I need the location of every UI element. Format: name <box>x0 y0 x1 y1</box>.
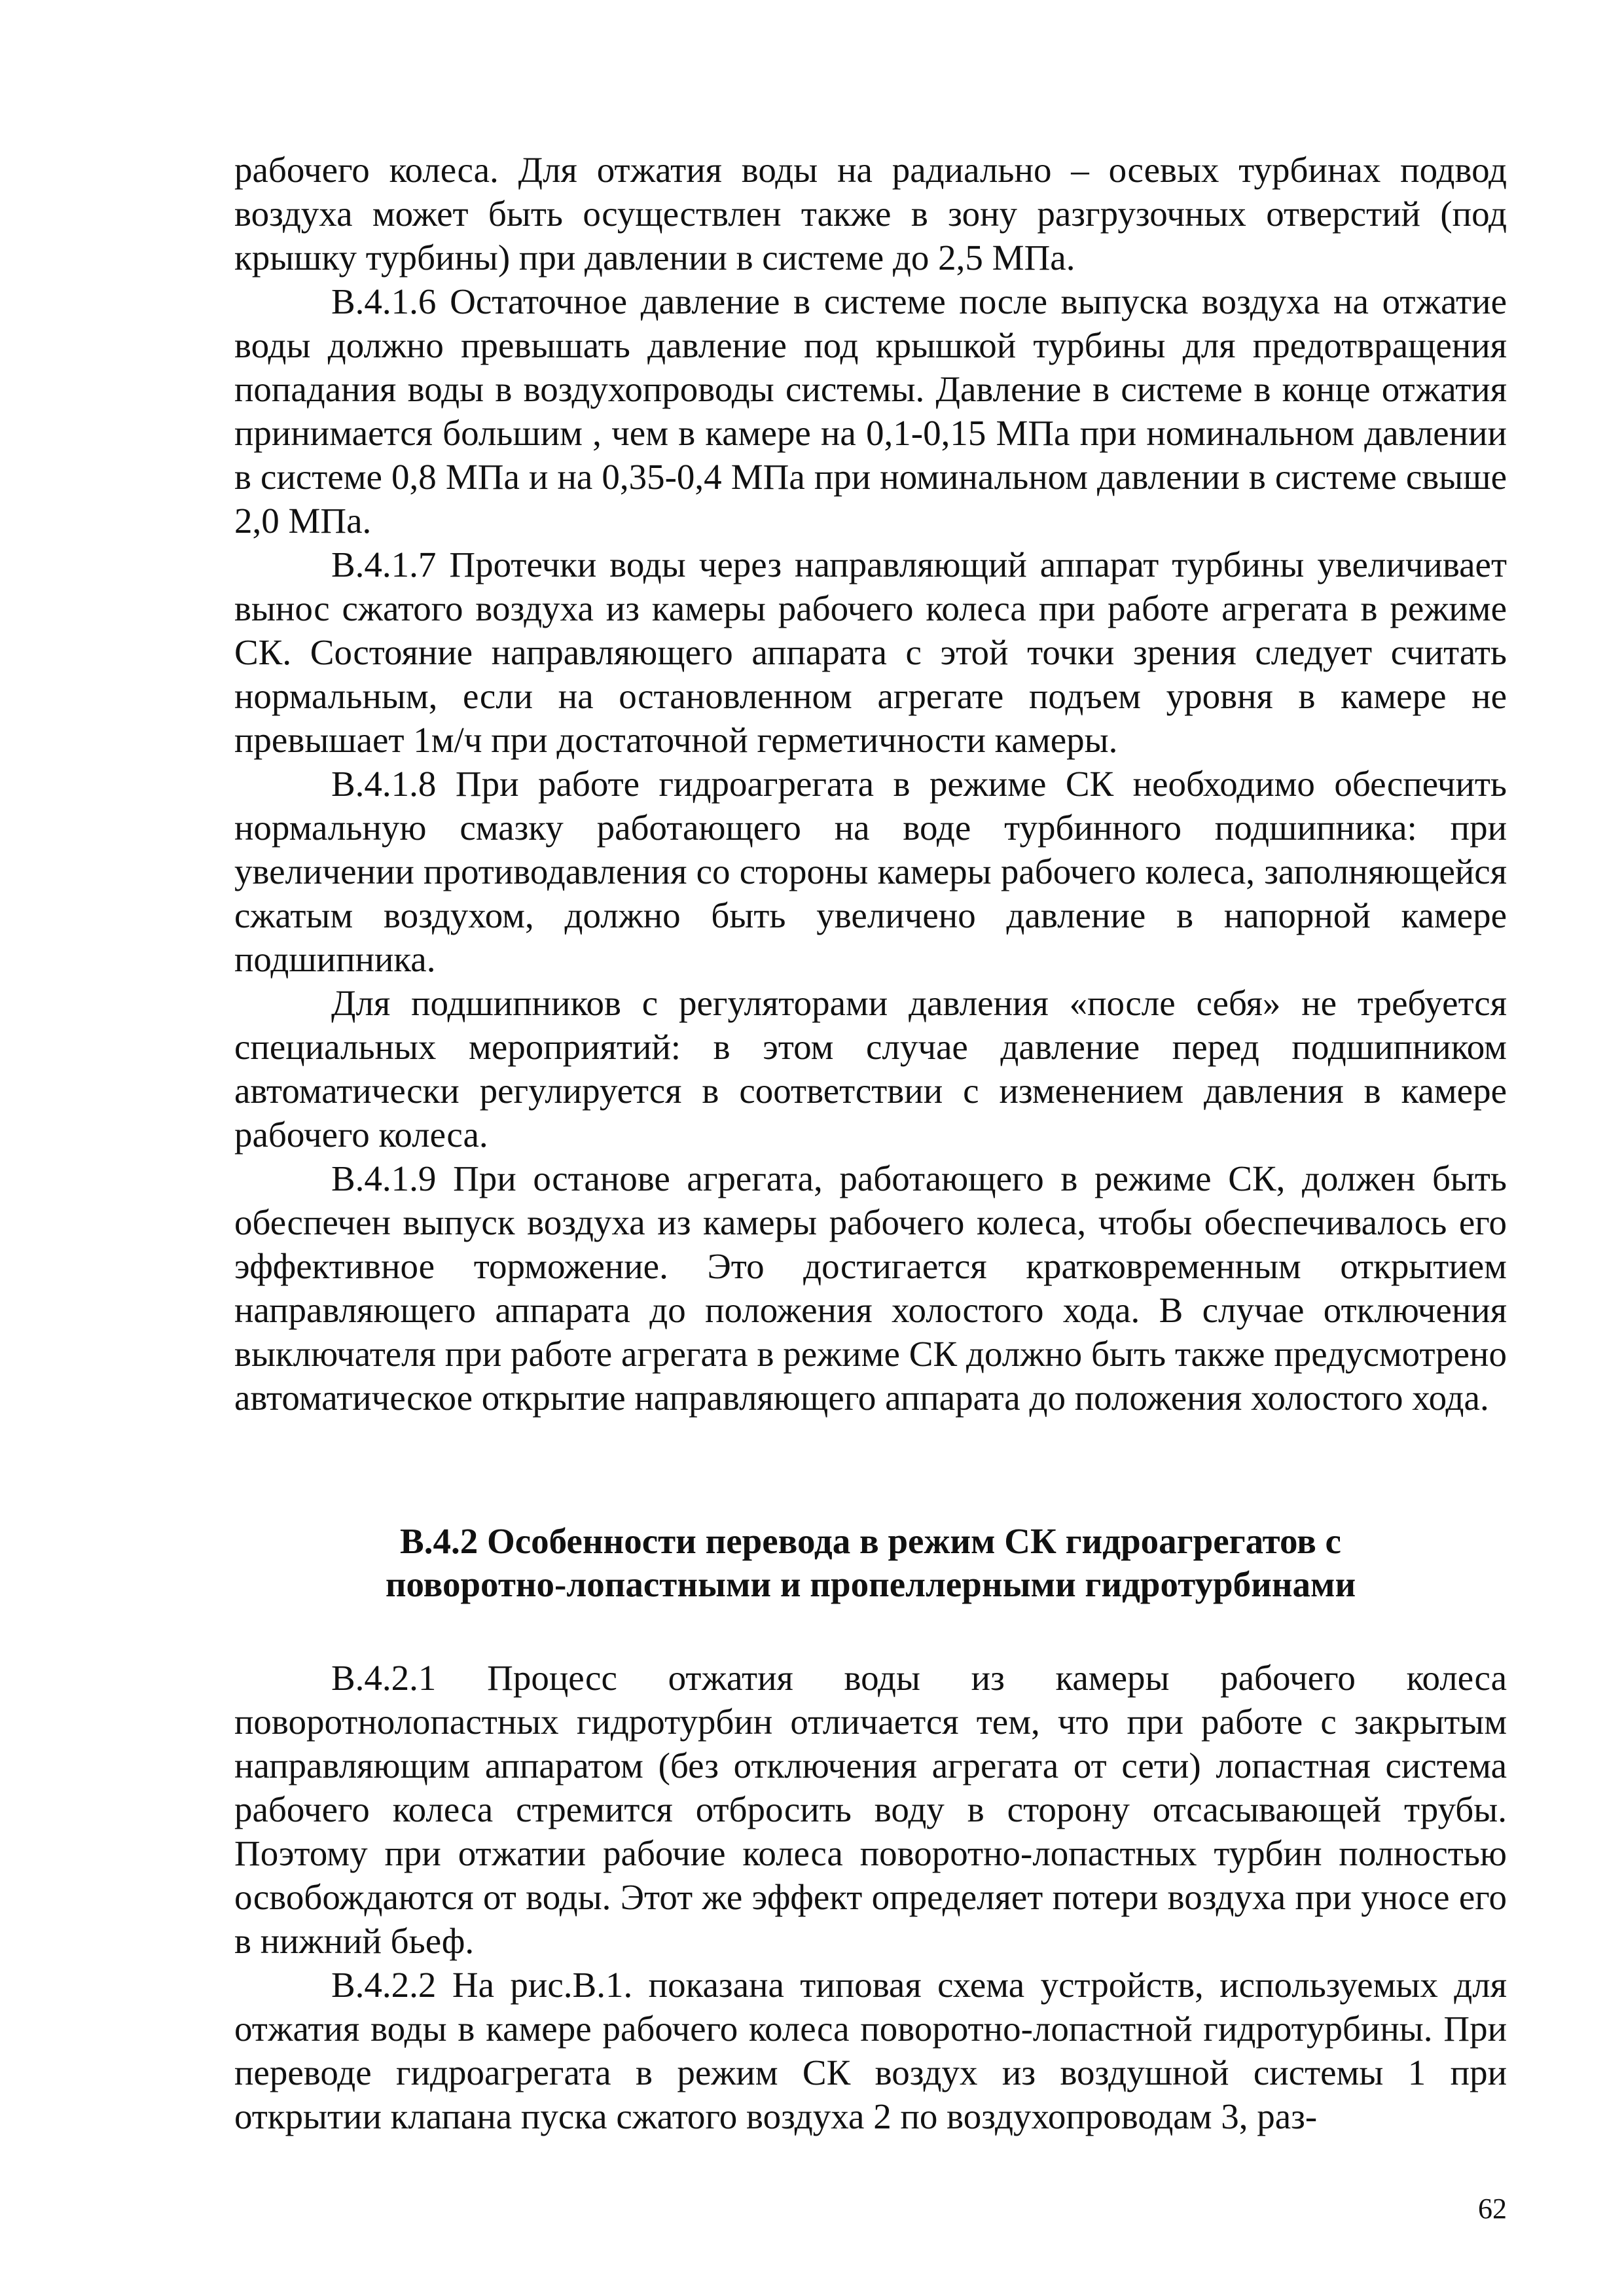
section-heading <box>234 1520 1507 1606</box>
paragraph-b-4-1-6: В.4.1.6 Остаточное давление в системе после выпуска воздуха на отжатие воды должно превышать давление под крышкой турбины для предотвращения попадания воды в воздухопроводы системы. Давление в системе в конце отжатия принимается большим , чем в камере на 0,1-0,15 МПа при номинальном давлении в системе 0,8 МПа и на 0,35-0,4 МПа при номинальном давлении в системе свыше 2,0 МПа. <box>234 281 1507 541</box>
page-number: 62 <box>1478 2193 1507 2225</box>
section-heading-line-1: В.4.2 Особенности перевода в режим СК гидроагрегатов с <box>400 1521 1341 1561</box>
paragraph-b-4-1-9: В.4.1.9 При останове агрегата, работающего в режиме СК, должен быть обеспечен выпуск воздуха из камеры рабочего колеса, чтобы обеспечивалось его эффективное торможение. Это достигается кратковременным открытием направляющего аппарата до положения холостого хода. В случае отключения выключателя при работе агрегата в режиме СК должно быть также предусмотрено автоматическое открытие направляющего аппарата до положения холостого хода. <box>234 1158 1507 1418</box>
paragraph-b-4-1-7: В.4.1.7 Протечки воды через направляющий аппарат турбины увеличивает вынос сжатого воздуха из камеры рабочего колеса при работе агрегата в режиме СК. Состояние направляющего аппарата с этой точки зрения следует считать нормальным, если на остановленном агрегате подъем уровня в камере не превышает 1м/ч при достаточной герметичности камеры. <box>234 545 1507 760</box>
body-text-top <box>234 148 1507 1420</box>
body-text-bottom <box>234 1656 1507 2138</box>
paragraph-bearings: Для подшипников с регуляторами давления «после себя» не требуется специальных мероприятий: в этом случае давление перед подшипником автоматически регулируется в соответствии с изменением давления в камере рабочего колеса. <box>234 983 1507 1155</box>
paragraph-b-4-2-1: В.4.2.1 Процесс отжатия воды из камеры рабочего колеса поворотнолопастных гидротурбин отличается тем, что при работе с закрытым направляющим аппаратом (без отключения агрегата от сети) лопастная система рабочего колеса стремится отбросить воду в сторону отсасывающей трубы. Поэтому при отжатии рабочие колеса поворотно-лопастных турбин полностью освобождаются от воды. Этот же эффект определяет потери воздуха при уносе его в нижний бьеф. <box>234 1658 1507 1961</box>
section-heading-line-2: поворотно-лопастными и пропеллерными гидротурбинами <box>385 1564 1356 1604</box>
paragraph-b-4-2-2: В.4.2.2 На рис.В.1. показана типовая схема устройств, используемых для отжатия воды в камере рабочего колеса поворотно-лопастной гидротурбины. При переводе гидроагрегата в режим СК воздух из воздушной системы 1 при открытии клапана пуска сжатого воздуха 2 по воздухопроводам 3, раз- <box>234 1965 1507 2136</box>
paragraph-continuation: рабочего колеса. Для отжатия воды на радиально – осевых турбинах подвод воздуха может быть осуществлен также в зону разгрузочных отверстий (под крышку турбины) при давлении в системе до 2,5 МПа. <box>234 150 1507 278</box>
paragraph-b-4-1-8: В.4.1.8 При работе гидроагрегата в режиме СК необходимо обеспечить нормальную смазку работающего на воде турбинного подшипника: при увеличении противодавления со стороны камеры рабочего колеса, заполняющейся сжатым воздухом, должно быть увеличено давление в напорной камере подшипника. <box>234 764 1507 979</box>
